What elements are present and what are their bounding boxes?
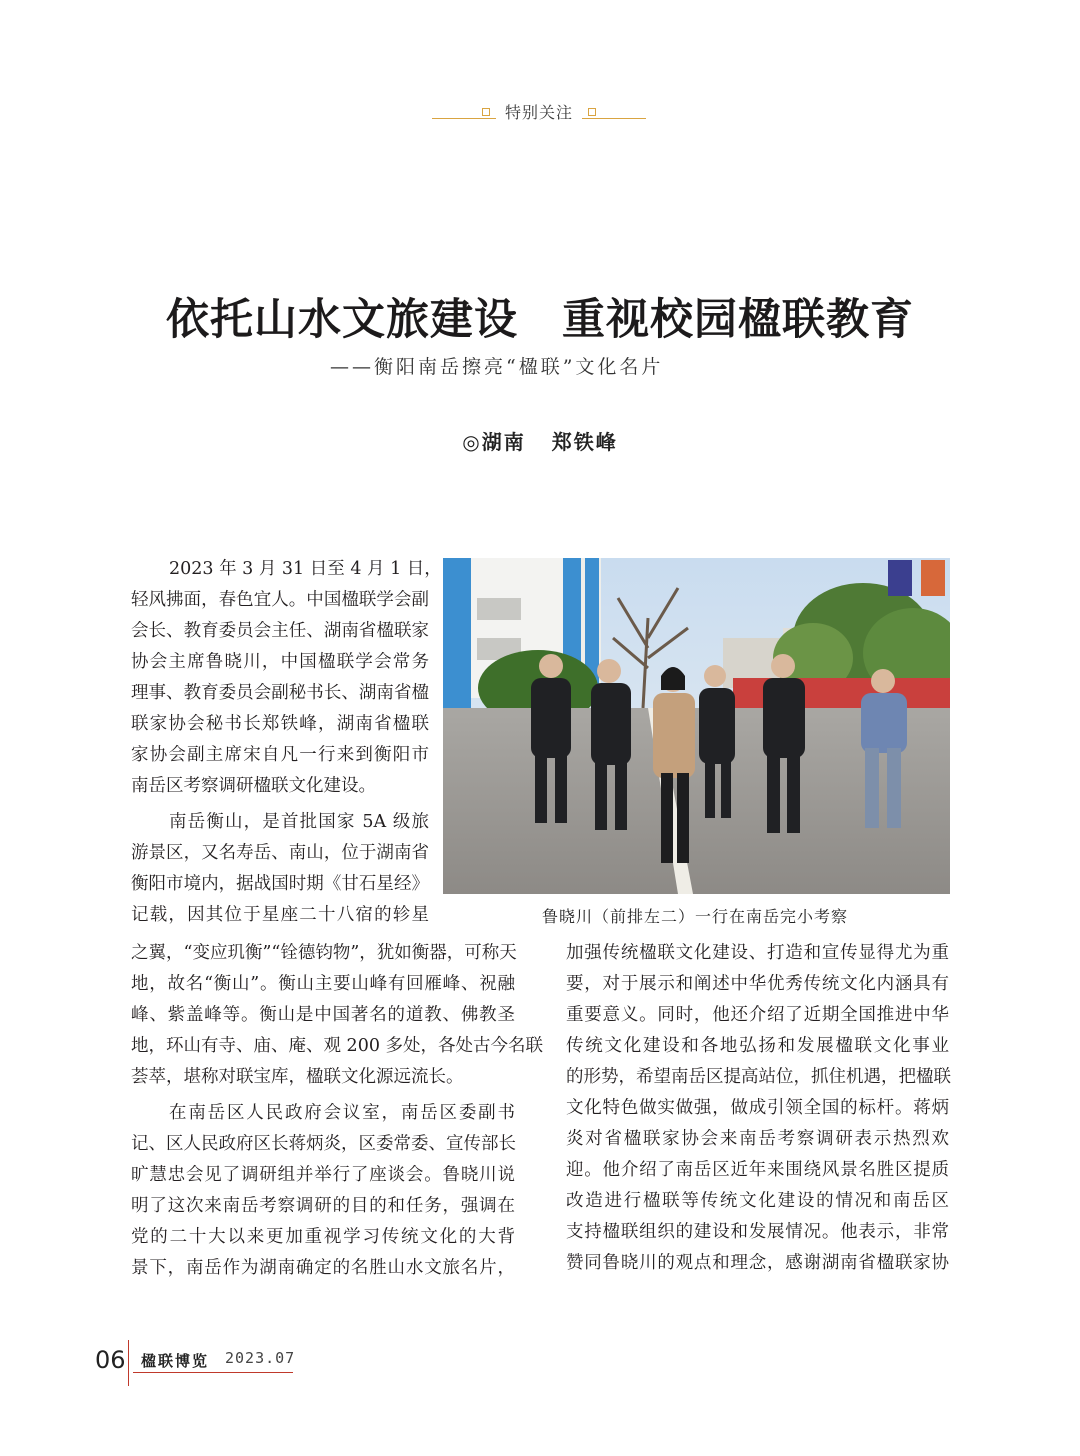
left-column-continued	[131, 938, 544, 1284]
text-line: 传统文化建设和各地弘扬和发展楹联文化事业	[566, 1036, 949, 1056]
article-subtitle: ——衡阳南岳擦亮“楹联”文化名片	[330, 356, 664, 378]
left-column	[131, 554, 442, 931]
text-line: 会长、教育委员会主任、湖南省楹联家	[131, 621, 429, 641]
text-line: 旷慧忠会见了调研组并举行了座谈会。鲁晓川说	[131, 1165, 515, 1185]
text-line: 2023 年 3 月 31 日至 4 月 1 日，	[169, 559, 442, 579]
text-line: 支持楹联组织的建设和发展情况。他表示，非常	[566, 1222, 949, 1242]
text-line: 重要意义。同时，他还介绍了近期全国推进中华	[566, 1005, 949, 1025]
article-title-part1: 依托山水文旅建设	[166, 295, 518, 345]
text-line: 在南岳区人民政府会议室，南岳区委副书	[169, 1103, 515, 1123]
text-line: 加强传统楹联文化建设、打造和宣传显得尤为重	[566, 943, 949, 963]
text-line: 家协会副主席宋自凡一行来到衡阳市	[131, 745, 429, 765]
section-rule-right	[582, 118, 646, 119]
photo-illustration	[443, 558, 950, 894]
text-line: 要，对于展示和阐述中华优秀传统文化内涵具有	[566, 974, 949, 994]
text-line: 地，环山有寺、庙、庵、观 200 多处，各处古今名联	[131, 1036, 544, 1056]
text-line: 南岳衡山，是首批国家 5A 级旅	[169, 812, 429, 832]
text-line: 迎。他介绍了南岳区近年来围绕风景名胜区提质	[566, 1160, 949, 1180]
text-line: 改造进行楹联等传统文化建设的情况和南岳区	[566, 1191, 949, 1211]
text-line: 地，故名“衡山”。衡山主要山峰有回雁峰、祝融	[131, 974, 515, 994]
byline-author: 郑铁峰	[551, 430, 618, 454]
text-line: 协会主席鲁晓川，中国楹联学会常务	[131, 652, 429, 672]
text-line: 之翼，“变应玑衡”“铨德钧物”，犹如衡器，可称天	[131, 943, 517, 963]
text-line: 衡阳市境内，据战国时期《甘石星经》	[131, 874, 429, 894]
text-line: 峰、紫盖峰等。衡山是中国著名的道教、佛教圣	[131, 1005, 515, 1025]
section-ornament-right	[588, 108, 596, 116]
text-line: 文化特色做实做强，做成引领全国的标杆。蒋炳	[566, 1098, 949, 1118]
text-line: 理事、教育委员会副秘书长、湖南省楹	[131, 683, 429, 703]
text-line: 荟萃，堪称对联宝库，楹联文化源远流长。	[131, 1067, 464, 1087]
byline-region: ◎湖南	[462, 430, 526, 454]
text-line: 赞同鲁晓川的观点和理念，感谢湖南省楹联家协	[566, 1253, 949, 1273]
text-line: 轻风拂面，春色宜人。中国楹联学会副	[131, 590, 429, 610]
article-title	[0, 286, 1080, 347]
footer-divider	[128, 1340, 129, 1386]
text-line: 炎对省楹联家协会来南岳考察调研表示热烈欢	[566, 1129, 949, 1149]
text-line: 记载，因其位于星座二十八宿的轸星	[131, 905, 429, 925]
text-line: 明了这次来南岳考察调研的目的和任务，强调在	[131, 1196, 515, 1216]
photo-caption: 鲁晓川（前排左二）一行在南岳完小考察	[541, 907, 848, 926]
right-column	[566, 938, 949, 1279]
footer-rule	[133, 1372, 293, 1373]
text-line: 游景区，又名寿岳、南山，位于湖南省	[131, 843, 429, 863]
text-line: 党的二十大以来更加重视学习传统文化的大背	[131, 1227, 515, 1247]
issue-date: 2023.07	[225, 1349, 296, 1367]
text-line: 的形势，希望南岳区提高站位，抓住机遇，把楹联	[566, 1067, 951, 1087]
article-photo	[443, 558, 950, 894]
section-tag	[432, 100, 646, 124]
text-line: 联家协会秘书长郑铁峰，湖南省楹联	[131, 714, 429, 734]
text-line: 记、区人民政府区长蒋炳炎，区委常委、宣传部长	[131, 1134, 516, 1154]
publication-name: 楹联博览	[141, 1352, 210, 1370]
page-footer	[95, 1340, 395, 1390]
section-label: 特别关注	[504, 103, 573, 122]
text-line: 南岳区考察调研楹联文化建设。	[131, 776, 376, 796]
page-number: 06	[95, 1346, 126, 1374]
byline	[0, 426, 1080, 455]
text-line: 景下，南岳作为湖南确定的名胜山水文旅名片，	[131, 1258, 515, 1278]
article-title-part2: 重视校园楹联教育	[562, 295, 914, 345]
